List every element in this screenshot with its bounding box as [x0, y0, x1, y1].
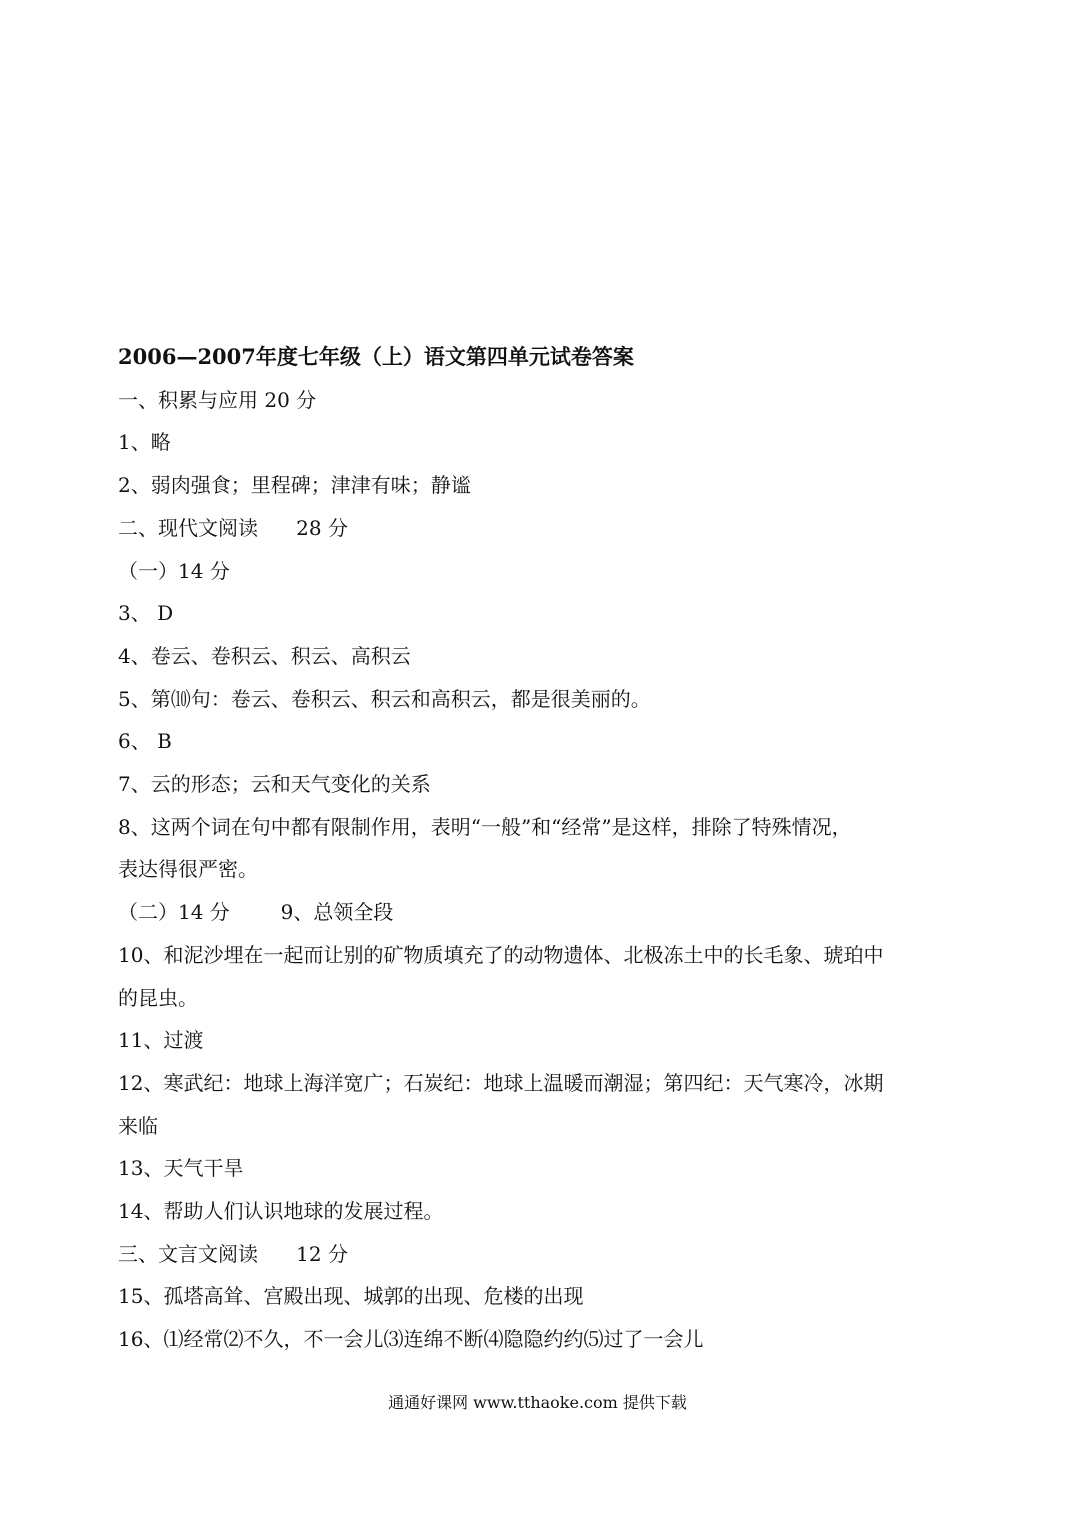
answer-line: 一、积累与应用 20 分: [118, 387, 317, 412]
document-title: 2006—2007年度七年级（上）语文第四单元试卷答案: [118, 344, 634, 369]
answer-line: 4、卷云、卷积云、积云、高积云: [118, 643, 411, 668]
answer-line: 来临: [118, 1113, 158, 1138]
answer-line: 的昆虫。: [118, 985, 198, 1010]
answer-line: 13、天气干旱: [118, 1156, 244, 1181]
answer-line: 二、现代文阅读 28 分: [118, 515, 348, 540]
answer-line: 16、⑴经常⑵不久，不一会儿⑶连绵不断⑷隐隐约约⑸过了一会儿: [118, 1327, 704, 1352]
answer-line: 三、文言文阅读 12 分: [118, 1241, 348, 1266]
answer-line: 10、和泥沙埋在一起而让别的矿物质填充了的动物遗体、北极冻土中的长毛象、琥珀中: [118, 942, 884, 967]
answer-line: 3、 D: [118, 601, 174, 626]
answer-lines: [118, 379, 963, 1361]
answer-line: 15、孤塔高耸、宫殿出现、城郭的出现、危楼的出现: [118, 1284, 584, 1309]
answer-line: 11、过渡: [118, 1028, 204, 1053]
answer-line: 1、略: [118, 430, 171, 455]
answer-line: 6、 B: [118, 729, 172, 754]
answer-line: 5、第⑽句：卷云、卷积云、积云和高积云，都是很美丽的。: [118, 686, 651, 711]
page-footer: 通通好课网 www.tthaoke.com 提供下载: [388, 1393, 687, 1412]
answer-line: （二）14 分 9、总领全段: [118, 900, 394, 925]
answer-content: [118, 336, 963, 1361]
answer-line: 12、寒武纪：地球上海洋宽广；石炭纪：地球上温暖而潮湿；第四纪：天气寒冷，冰期: [118, 1070, 884, 1095]
answer-line: 2、弱肉强食；里程碑；津津有味；静谧: [118, 473, 471, 498]
answer-line: 14、帮助人们认识地球的发展过程。: [118, 1199, 444, 1224]
answer-line: 8、这两个词在句中都有限制作用，表明“一般”和“经常”是这样，排除了特殊情况，: [118, 814, 852, 839]
answer-line: 表达得很严密。: [118, 857, 258, 882]
answer-line: （一）14 分: [118, 558, 230, 583]
answer-line: 7、云的形态；云和天气变化的关系: [118, 772, 431, 797]
